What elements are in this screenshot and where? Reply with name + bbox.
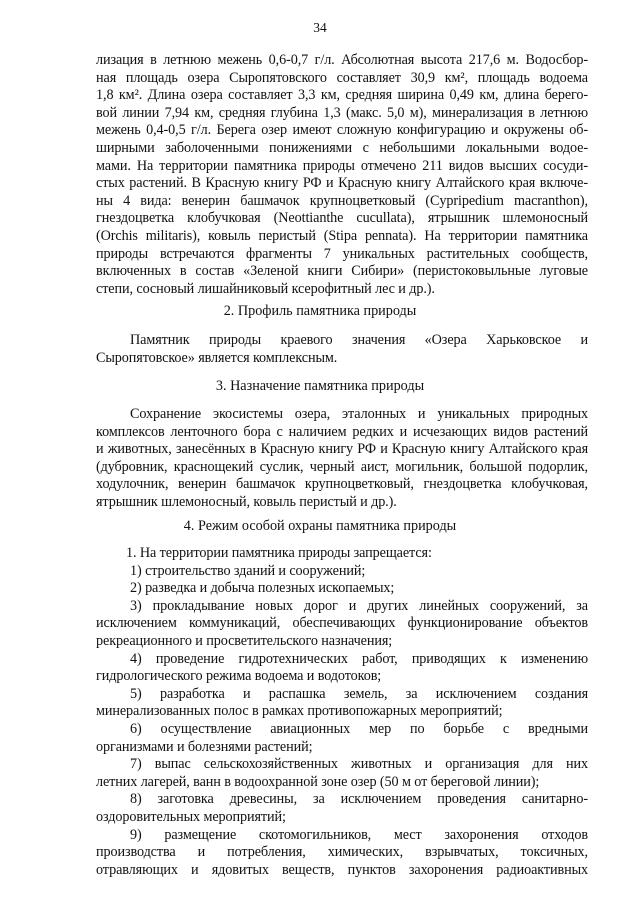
section-4-heading: 4. Режим особой охраны памятника природы [183,518,457,534]
section-3-body [96,406,588,512]
list-item: 7) выпас сельскохозяйственных животных и организация для них [130,756,588,773]
text-line: межень 0,4-0,5 г/л. Берега озер имеют сложную конфигурацию и окружены об- [96,122,588,139]
text-line: Сыропятовское» является комплексным. [96,349,338,366]
text-line: ная площадь озера Сыропятовского составляет 30,9 км², площадь водоема [96,69,588,86]
list-item: 1. На территории памятника природы запрещается: [126,545,432,561]
text-line: ширными заболоченными понижениями с небольшими локальными водое- [96,139,588,156]
text-line: комплексов ленточного бора с наличием редких и исчезающих видов растений [96,423,588,440]
list-item: 9) размещение скотомогильников, мест захоронения отходов [130,826,588,843]
text-line: Памятник природы краевого значения «Озера Харьковское и [130,332,588,348]
text-line: ходулочник, венерин башмачок крупноцветковый, гнездоцветка клобучковая, [96,476,588,493]
text-line: Сохранение экосистемы озера, эталонных и уникальных природных [130,406,588,422]
text-line: оздоровительных мероприятий; [96,808,286,825]
list-item: 4) проведение гидротехнических работ, приводящих к изменению [130,650,588,667]
list-item: 8) заготовка древесины, за исключением проведения санитарно- [130,791,588,808]
text-line: (дубровник, краснощекий суслик, черный аист, могильник, большой подорлик, [96,458,588,475]
text-line: ны 4 вида: венерин башмачок крупноцветковый (Cypripedium macranthon), [96,192,588,209]
text-line: отравляющих и ядовитых веществ, пунктов захоронения радиоактивных [96,861,588,878]
text-line: мами. На территории памятника природы отмечено 211 видов высших сосуди- [96,157,588,174]
page-number: 34 [313,20,327,35]
list-item: 6) осуществление авиационных мер по борьбе с вредными [130,720,588,737]
text-line: 1,8 км². Длина озера составляет 3,3 км, средняя ширина 0,49 км, длина берего- [96,87,588,104]
list-item: 5) разработка и распашка земель, за исключением создания [130,685,588,702]
text-line: организмами и болезнями растений; [96,738,313,755]
text-line: лизация в летнюю межень 0,6-0,7 г/л. Абсолютная высота 217,6 м. Водосбор- [96,52,588,68]
text-line: исключением коммуникаций, обеспечивающих функционирование объектов [96,615,588,632]
text-line: минерализованных полос в рамках противопожарных мероприятий; [96,703,503,720]
text-line: вой линии 7,94 км, средняя глубина 1,3 (макс. 5,0 м), минерализация в летнюю [96,104,588,121]
text-line: включенных в состав «Зеленой книги Сибири» (перистоковыльные луговые [96,263,588,280]
list-item: 2) разведка и добыча полезных ископаемых; [130,580,395,597]
text-line: ятрышник шлемоносный, ковыль перистый и др.). [96,493,397,510]
section-2-heading: 2. Профиль памятника природы [223,303,417,319]
text-line: летних лагерей, ванн в водоохранной зоне озер (50 м от береговой линии); [96,773,540,790]
list-item: 3) прокладывание новых дорог и других линейных сооружений, за [130,597,588,614]
top-paragraph [96,52,588,298]
text-line: и животных, занесённых в Красную книгу РФ и Красную книгу Алтайского края [96,441,588,458]
text-line: (Orchis militaris), ковыль перистый (Stipa pennata). На территории памятника [96,227,588,244]
section-2-body [96,332,588,367]
text-line: природы встречаются фрагменты 7 уникальных растительных сообществ, [96,245,588,262]
text-line: гидрологического режима водоема и водотоков; [96,668,382,685]
text-line: гнездоцветка клобучковая (Neottianthe cucullata), ятрышник шлемоносный [96,210,588,227]
text-line: рекреационного и просветительского назначения; [96,632,393,649]
list-item: 1) строительство зданий и сооружений; [130,562,366,579]
text-line: производства и потребления, химических, взрывчатых, токсичных, [96,844,588,861]
section-4-body [96,545,588,879]
section-3-heading: 3. Назначение памятника природы [215,378,425,394]
text-line: степи, сосновый лишайниковый ксерофитный лес и др.). [96,280,435,297]
text-line: стых растений. В Красную книгу РФ и Красную книгу Алтайского края включе- [96,175,588,192]
